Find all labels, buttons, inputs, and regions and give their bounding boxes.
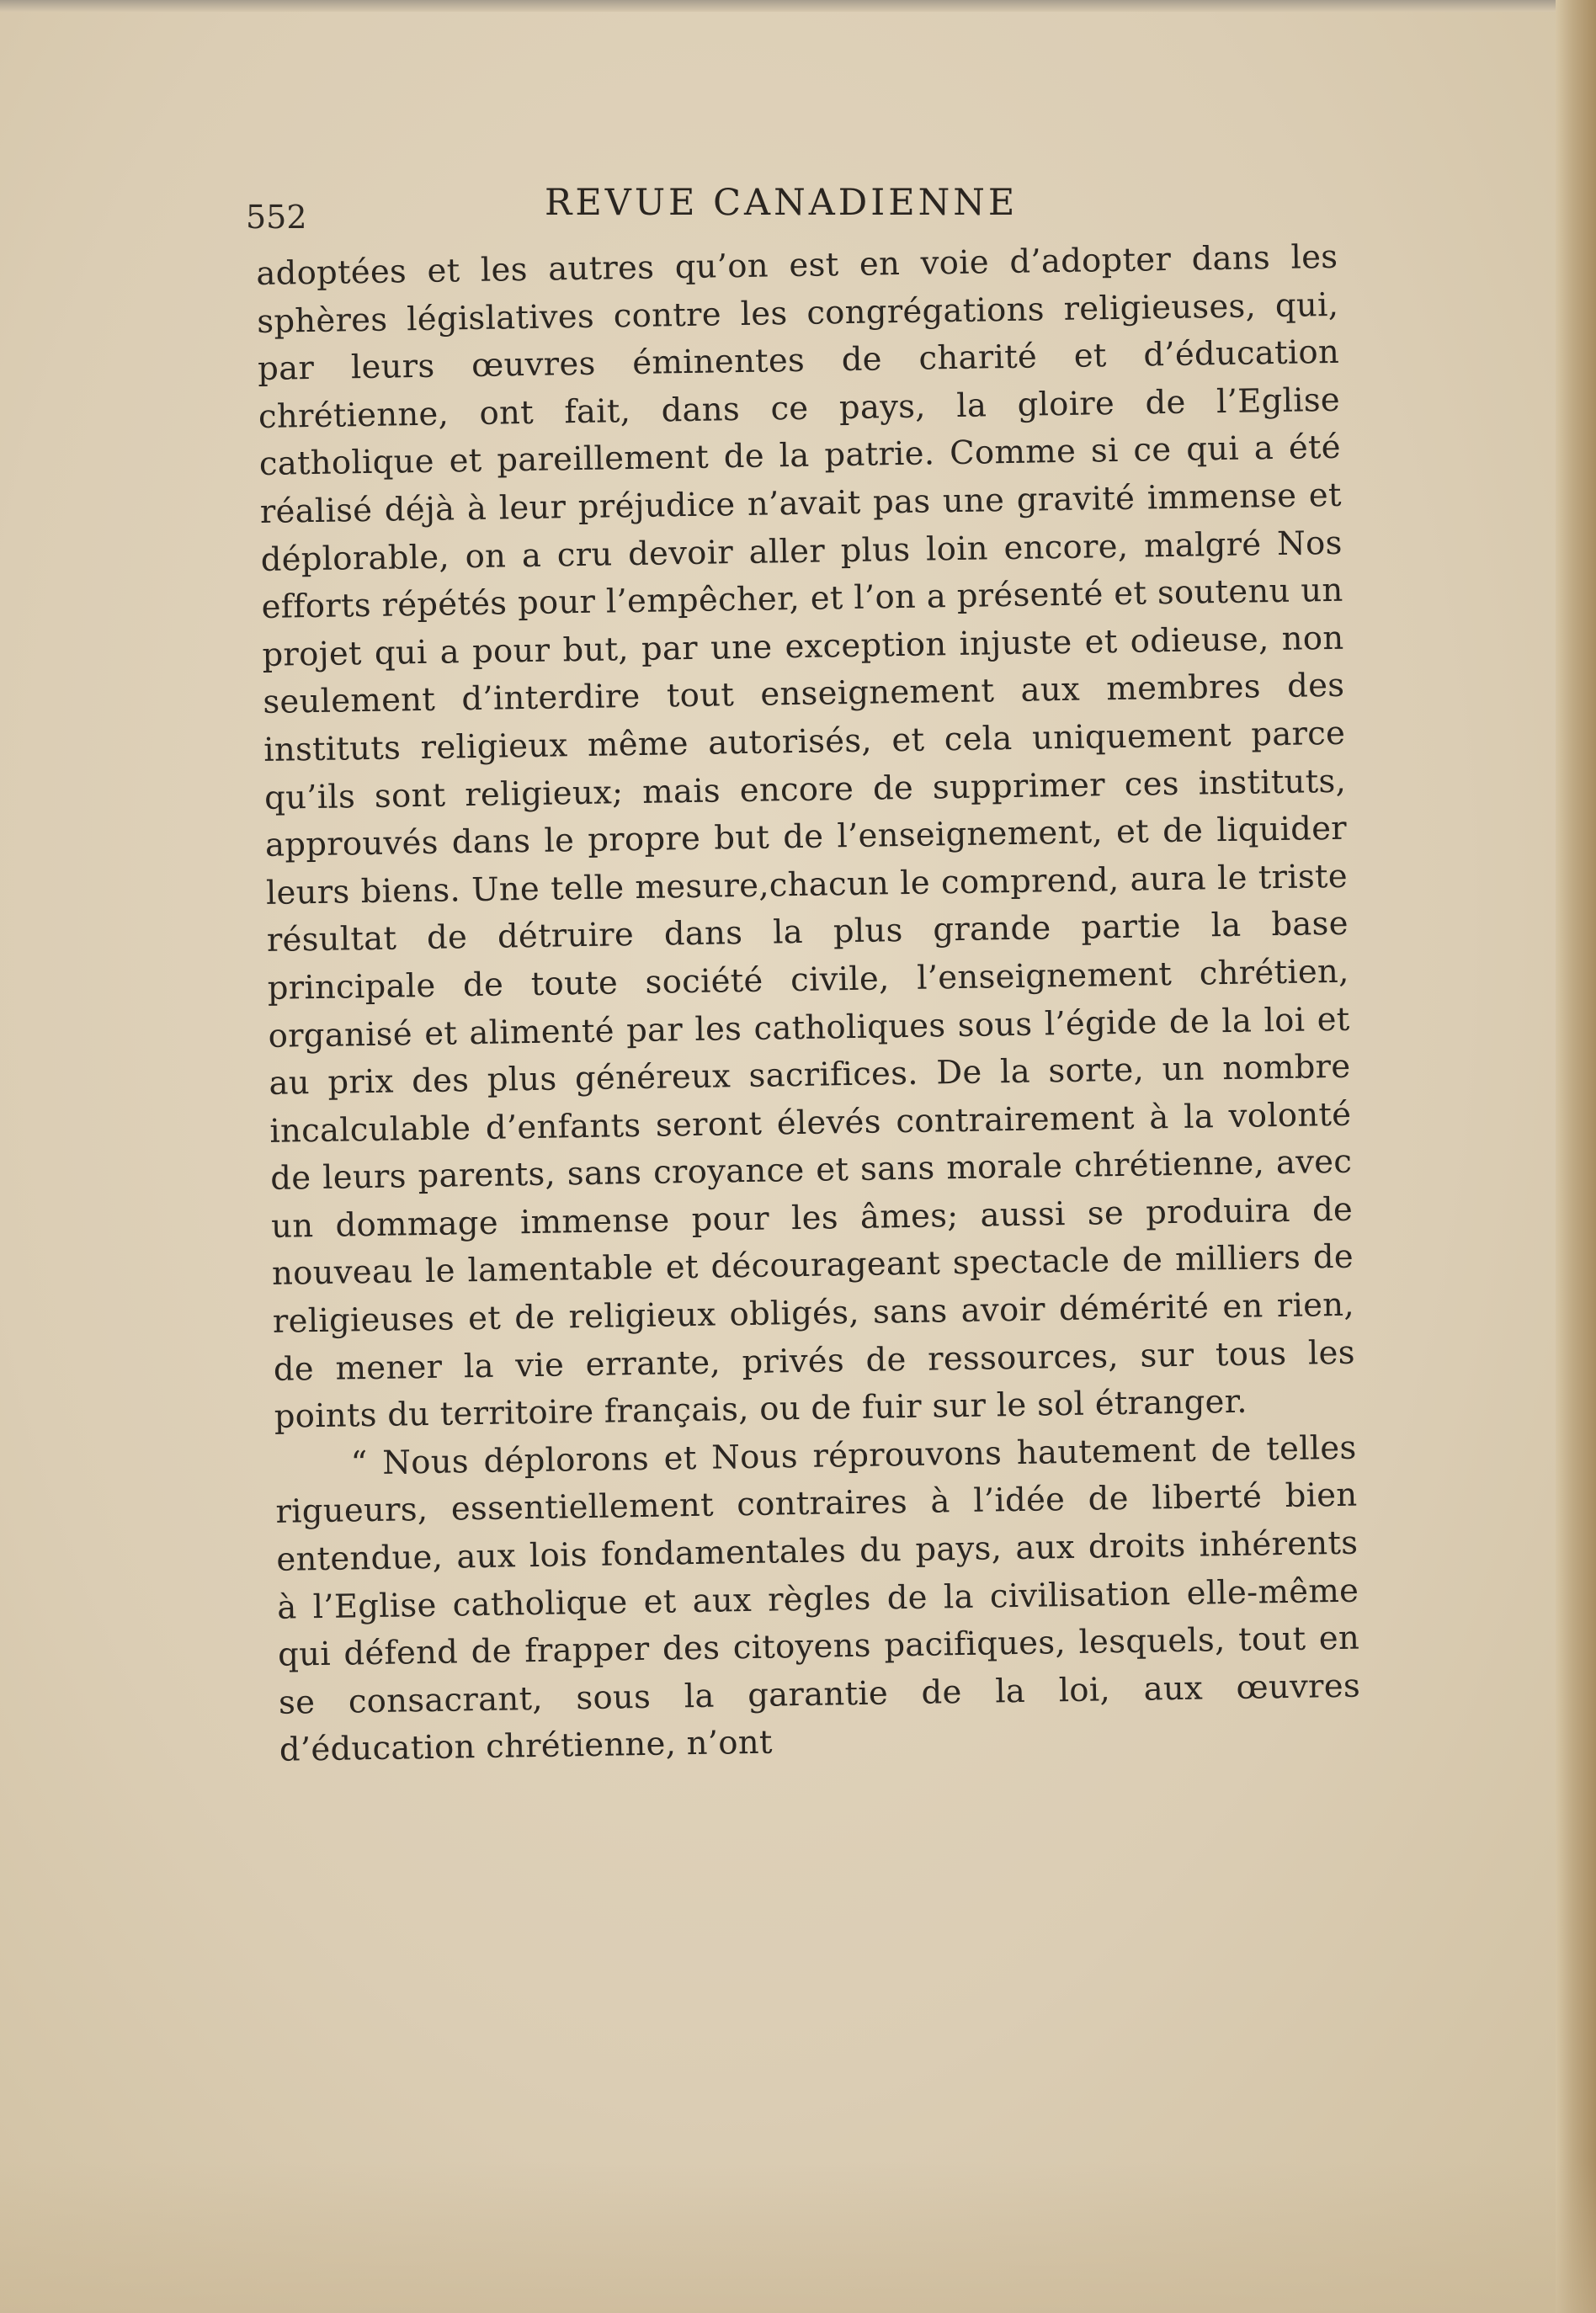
page-top-edge: [0, 0, 1596, 12]
paragraph: “ Nous déplorons et Nous réprouvons hautement de telles rigueurs, essentiellement contraires à l’idée de liberté bien entendue, aux lois fondamentales du pays, aux droits inhérents à l’Eglise catholique et aux règles de la civilisation elle-même qui défend de frapper des citoyens pacifiques, lesquels, tout en se consacrant, sous la garantie de la loi, aux œuvres d’éducation chrétienne, n’ont: [275, 1428, 1361, 1770]
running-title: REVUE CANADIENNE: [545, 182, 1019, 224]
page-header: [246, 177, 1340, 236]
body-text: [256, 234, 1361, 1775]
paragraph: adoptées et les autres qu’on est en voie d’adopter dans les sphères législatives contre les congrégations religieuses, qui, par leurs œuvres éminentes de charité et d’éducation chrétienne, ont fait, dans ce pays, la gloire de l’Eglise catholique et pareillement de la patrie. Comme si ce qui a été réalisé déjà à leur préjudice n’avait pas une gravité immense et déplorable, on a cru devoir aller plus loin encore, malgré Nos efforts répétés pour l’empêcher, et l’on a présenté et soutenu un projet qui a pour but, par une exception injuste et odieuse, non seulement d’interdire tout enseignement aux membres des instituts religieux même autorisés, et cela uniquement parce qu’ils sont religieux; mais encore de supprimer ces instituts, approuvés dans le propre but de l’enseignement, et de liquider leurs biens. Une telle mesure,chacun le comprend, aura le triste résultat de détruire dans la plus grande partie la base principale de toute société civile, l’enseignement chrétien, organisé et alimenté par les catholiques sous l’égide de la loi et au prix des plus généreux sacrifices. De la sorte, un nombre incalculable d’enfants seront élevés contrairement à la volonté de leurs parents, sans croyance et sans morale chrétienne, avec un dommage immense pour les âmes; aussi se produira de nouveau le lamentable et décourageant spectacle de milliers de religieuses et de religieux obligés, sans avoir démérité en rien, de mener la vie errante, privés de ressources, sur tous les points du territoire français, ou de fuir sur le sol étranger.: [256, 237, 1356, 1437]
page-number: 552: [246, 199, 307, 236]
page-bottom-shade: [0, 2161, 1596, 2313]
page-right-edge: [1556, 0, 1596, 2313]
